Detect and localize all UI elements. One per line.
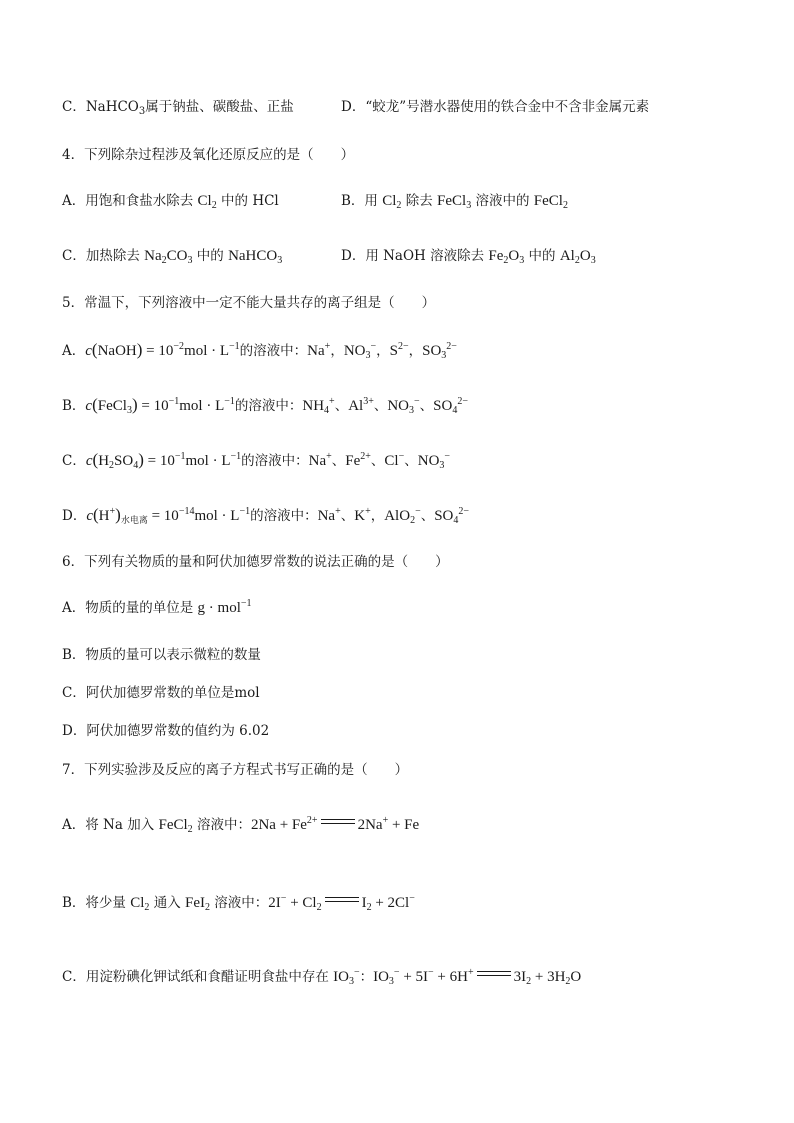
q4-option-b: B．用 $Cl_2$ 除去 FeCl$_3$ 溶液中的 FeCl$_2$ bbox=[341, 193, 568, 211]
q5-option-b: B．c(FeCl$_3$) = $10^{-1}mol \cdot L^{-1}$的溶液中：$NH_4^+$、$Al^{3+}$、$NO_3^-$、$SO_4^{2-}$ bbox=[62, 395, 468, 416]
equation-equals-sign bbox=[477, 969, 511, 979]
q5-option-d: D．$c(H^+)_{水电离} = 10^{-14}mol \cdot L^{-1}$的溶液中：Na+、K+，AlO$_2$−、$SO_4^{2-}$ bbox=[62, 505, 470, 526]
q5-option-c: C．$c(H_2SO_4) = 10^{-1}mol \cdot L^{-1}$的溶液中：Na+、$Fe^{2+}$、Cl−、$NO_3^-$ bbox=[62, 450, 451, 471]
q6-option-d: D．阿伏加德罗常数的值约为 6.02 bbox=[62, 723, 270, 739]
q3-option-d: D．“蛟龙”号潜水器使用的铁合金中不含非金属元素 bbox=[341, 99, 650, 115]
q6-option-c: C．阿伏加德罗常数的单位是mol bbox=[62, 685, 260, 701]
equation-equals-sign bbox=[321, 817, 355, 827]
q6-option-b: B．物质的量可以表示微粒的数量 bbox=[62, 647, 261, 663]
q6-option-a: A．物质的量的单位是 g · mol$^{-1}$ bbox=[62, 598, 252, 616]
q7-option-b: B．将少量 $Cl_2$ 通入 FeI$_2$ 溶液中：$2I^- + Cl_2$ $I_2 + 2Cl^-$ bbox=[62, 893, 415, 913]
q4-option-a: A．用饱和食盐水除去 $Cl_2$ 中的 HCl bbox=[62, 193, 279, 211]
q7-option-c: C．用淀粉碘化钾试纸和食醋证明食盐中存在 $IO_3^-$：$IO_3^- + 5I^- + 6H^+$ $3I_2 + 3H_2O$ bbox=[62, 967, 582, 987]
q4-stem: 4．下列除杂过程涉及氧化还原反应的是（ ） bbox=[62, 147, 355, 163]
q4-option-c: C．加热除去 $Na_2CO_3$ 中的 NaHCO$_3$ bbox=[62, 248, 283, 266]
q3-option-c: C．NaHCO$_3$属于钠盐、碳酸盐、正盐 bbox=[62, 99, 294, 117]
q5-option-a: A．c(NaOH) = $10^{-2}mol \cdot L^{-1}$的溶液中：Na+，$NO_3^-$，$S^{2-}$，$SO_3^{2-}$ bbox=[62, 340, 457, 361]
equation-equals-sign bbox=[325, 895, 359, 905]
q4-option-d: D．用 NaOH 溶液除去 $Fe_2O_3$ 中的 $Al_2O_3$ bbox=[341, 248, 596, 266]
q5-stem: 5．常温下，下列溶液中一定不能大量共存的离子组是（ ） bbox=[62, 295, 436, 311]
q6-stem: 6．下列有关物质的量和阿伏加德罗常数的说法正确的是（ ） bbox=[62, 554, 449, 570]
q7-option-a: A．将 Na 加入 FeCl$_2$ 溶液中：$2Na + Fe^{2+}$ 2Na+ + Fe bbox=[62, 815, 420, 835]
q7-stem: 7．下列实验涉及反应的离子方程式书写正确的是（ ） bbox=[62, 762, 409, 778]
